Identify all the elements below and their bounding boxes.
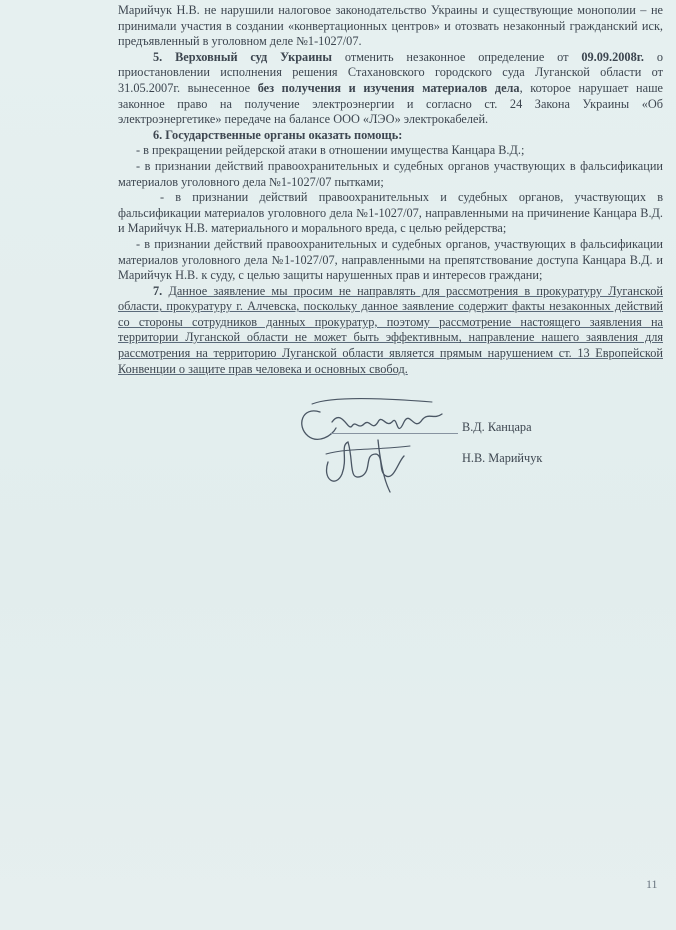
paragraph-6-heading: 6. Государственные органы оказать помощь: bbox=[153, 127, 403, 142]
paragraph-6-item-4: - в признании действий правоохранительных и судебных органов, участвующих в фальсификации материалов уголовного дела №1-1027/07, направленными на препятствование доступа Канцара В.Д. и Марийчук Н.В. к суду, с целью защиты нарушенных прав и интересов граждани; bbox=[118, 236, 663, 283]
paragraph-5-text-b: о приостановлении исполнения решения Стахановского городского суда Луганской области от 31.05.2007г. вынесенное bbox=[118, 49, 663, 95]
paragraph-5-text-c: , которое нарушает наше законное право на получение электроэнергии и согласно ст. 24 Закона Украины «Об электроэнергетике» передаче на балансе ООО «ЛЭО» электрокабелей. bbox=[118, 80, 663, 127]
paragraph-6-item-2: - в признании действий правоохранительных и судебных органов участвующих в фальсификации материалов уголовного дела №1-1027/07 пытками; bbox=[118, 158, 663, 189]
paragraph-5-date: 09.09.2008г. bbox=[581, 49, 644, 64]
paragraph-7 bbox=[118, 284, 663, 378]
paragraph-7-number: 7. bbox=[153, 283, 163, 298]
paragraph-5-emphasis: без получения и изучения материалов дела bbox=[257, 80, 520, 95]
page-number: 11 bbox=[646, 877, 658, 891]
paragraph-5-text-a: отменить незаконное определение от bbox=[331, 49, 582, 64]
paragraph-6-item-3: - в признании действий правоохранительных и судебных органов, участвующих в фальсификации материалов уголовного дела №1-1027/07, направленными на причинение Канцара В.Д. и Марийчук Н.В. материального и морального вреда, с целью рейдерства; bbox=[118, 190, 663, 236]
paragraph-7-text: Данное заявление мы просим не направлять для рассмотрения в прокуратуру Луганской области, прокуратуру г. Алчевска, поскольку данное заявление содержит факты незаконных действий со стороны сотрудников данных прокуратур, поэтому рассмотрение настоящего заявления на территории Луганской области не может быть эффективным, направление нашего заявления для рассмотрения на территорию Луганской области является прямым нарушением ст. 13 Европейской Конвенции о защите прав человека и основных свобод. bbox=[118, 283, 663, 376]
signatory-name-2: Н.В. Марийчук bbox=[462, 451, 543, 465]
paragraph-5-court: Верховный суд Украины bbox=[175, 49, 332, 64]
document-body bbox=[118, 3, 663, 377]
paragraph-5 bbox=[118, 50, 663, 128]
paragraph-6-item-1: - в прекращении рейдерской атаки в отношении имущества Канцара В.Д.; bbox=[136, 143, 525, 158]
signatory-name-1: В.Д. Канцара bbox=[462, 420, 532, 434]
paragraph-continuation: Марийчук Н.В. не нарушили налоговое законодательство Украины и существующие монополии – не принимали участия в создании «конвертационных центров» и отозвать незаконный гражданский иск, предъявленный в уголовном деле №1-1027/07. bbox=[118, 3, 663, 49]
paragraph-5-number: 5. bbox=[153, 49, 163, 64]
signature-mariychuk bbox=[318, 432, 418, 494]
